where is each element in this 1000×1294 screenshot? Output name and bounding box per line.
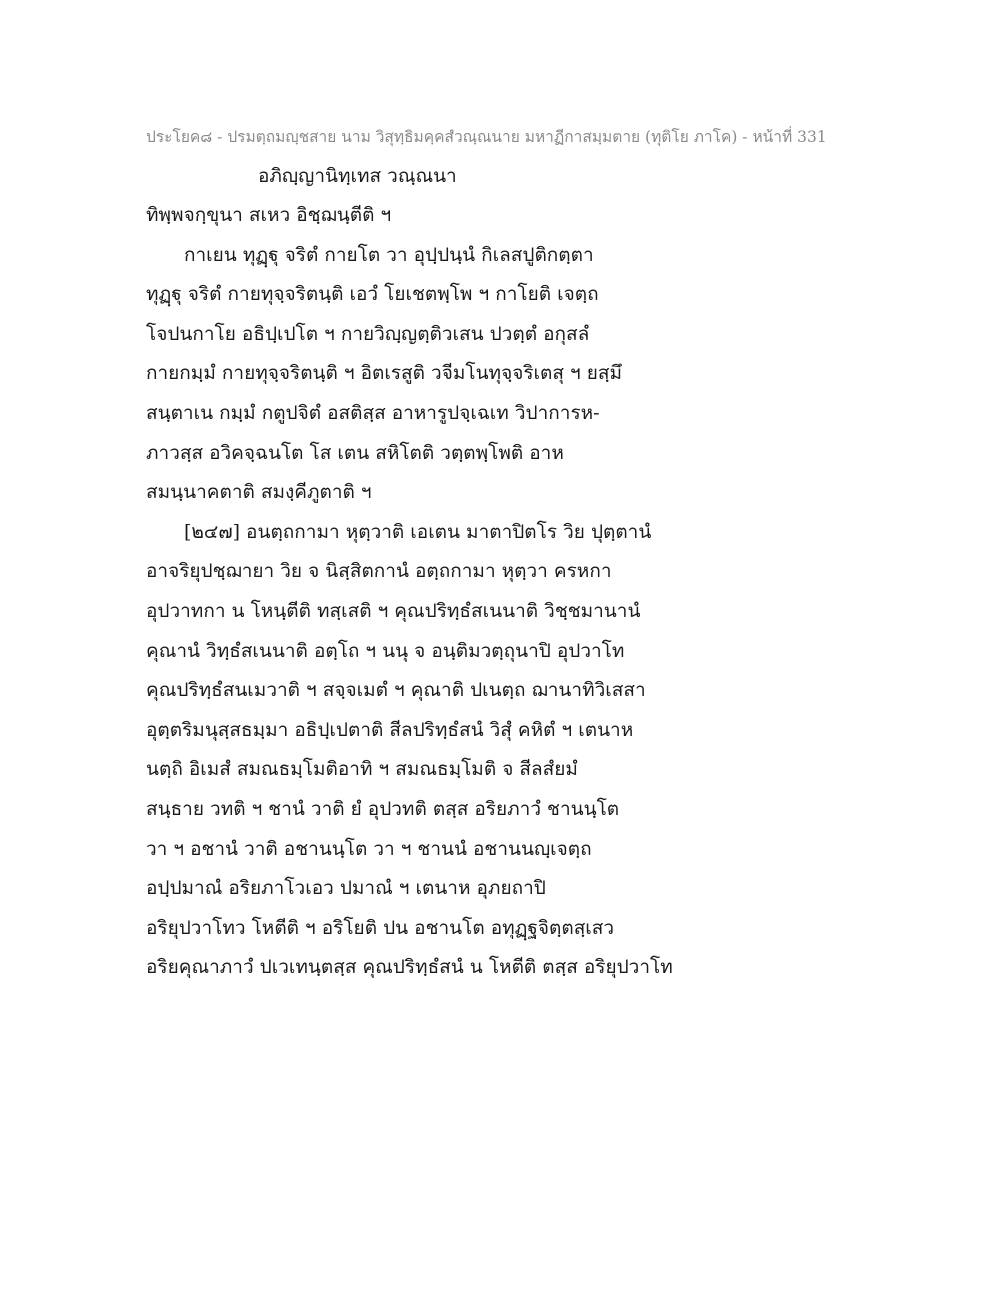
text-line: คุณานํ วิทฺธํสเนนาติ อตฺโถ ฯ นนุ จ อนฺติมวตฺถุนาปิ อุปวาโท — [146, 639, 625, 662]
text-line: อาจริยุปชฺฌายา วิย จ นิสฺสิตกานํ อตฺถกามา หุตฺวา ครหกา — [146, 560, 612, 583]
text-line: อริยคุณาภาวํ ปเวเทนฺตสฺส คุณปริทฺธํสนํ น โหตีติ ตสฺส อริยุปวาโท — [146, 956, 673, 979]
text-line: อุปวาทกา น โหนฺตีติ ทสฺเสติ ฯ คุณปริทฺธํสเนนาติ วิชฺชมานานํ — [146, 599, 641, 622]
text-line: สนฺธาย วทติ ฯ ชานํ วาติ ยํ อุปวทติ ตสฺส อริยภาวํ ชานนฺโต — [146, 797, 620, 820]
text-line: ภาวสฺส อวิคจฺฉนโต โส เตน สหิโตติ วตฺตพฺโพติ อาห — [146, 441, 564, 464]
text-line: คุณปริทฺธํสนเมวาติ ฯ สจฺจเมตํ ฯ คุณาติ ปเนตฺถ ฌานาทิวิเสสา — [146, 679, 646, 702]
paragraph-start-line: กาเยน ทุฏฺฐุ จริตํ กายโต วา อุปฺปนฺนํ กิเลสปูติกตฺตา — [184, 243, 594, 266]
text-line: สนฺตาเน กมฺมํ กตูปจิตํ อสติสฺส อาหารูปจฺเฉเท วิปาการห- — [146, 401, 600, 424]
body-text — [146, 196, 866, 988]
page-header: ประโยค๘ - ปรมตฺถมญฺชสาย นาม วิสุทฺธิมคฺคสํวณฺณนาย มหาฏีกาสมฺมตาย (ทุติโย ภาโค) - หน้าที่ 331 — [146, 128, 827, 146]
text-line: อุตฺตริมนุสฺสธมฺมา อธิปฺเปตาติ สีลปริทฺธํสนํ วิสุํ คหิตํ ฯ เตนาห — [146, 718, 634, 741]
text-line: นตฺถิ อิเมสํ สมณธมฺโมติอาทิ ฯ สมณธมฺโมติ จ สีลสํยมํ — [146, 758, 578, 781]
text-line: ทิพฺพจกฺขุนา สเหว อิชฺฌนฺตีติ ฯ — [146, 204, 392, 226]
text-line: กายกมฺมํ กายทุจฺจริตนฺติ ฯ อิตเรสูติ วจีมโนทุจฺจริเตสุ ฯ ยสฺมึ — [146, 362, 622, 385]
text-line: อริยุปวาโทว โหตีติ ฯ อริโยติ ปน อชานโต อทุฏฺฐจิตฺตสฺเสว — [146, 916, 615, 939]
section-title: อภิญฺญานิทฺเทส วณฺณนา — [258, 165, 457, 187]
text-line: โจปนกาโย อธิปฺเปโต ฯ กายวิญฺญตฺติวเสน ปวตฺตํ อกุสลํ — [146, 322, 590, 345]
text-line: ทุฏฺฐุ จริตํ กายทุจฺจริตนฺติ เอวํ โยเชตพฺโพ ฯ กาโยติ เจตฺถ — [146, 283, 599, 306]
text-line: สมนฺนาคตาติ สมงฺคีภูตาติ ฯ — [146, 481, 372, 504]
paragraph-start-line: [๒๔๗] อนตฺถกามา หุตฺวาติ เอเตน มาตาปิตโร วิย ปุตฺตานํ — [184, 520, 652, 543]
text-line: อปฺปมาณํ อริยภาโวเอว ปมาณํ ฯ เตนาห อุภยถาปิ — [146, 877, 546, 900]
text-line: วา ฯ อชานํ วาติ อชานนฺโต วา ฯ ชานนํ อชานนญฺเจตฺถ — [146, 837, 592, 860]
